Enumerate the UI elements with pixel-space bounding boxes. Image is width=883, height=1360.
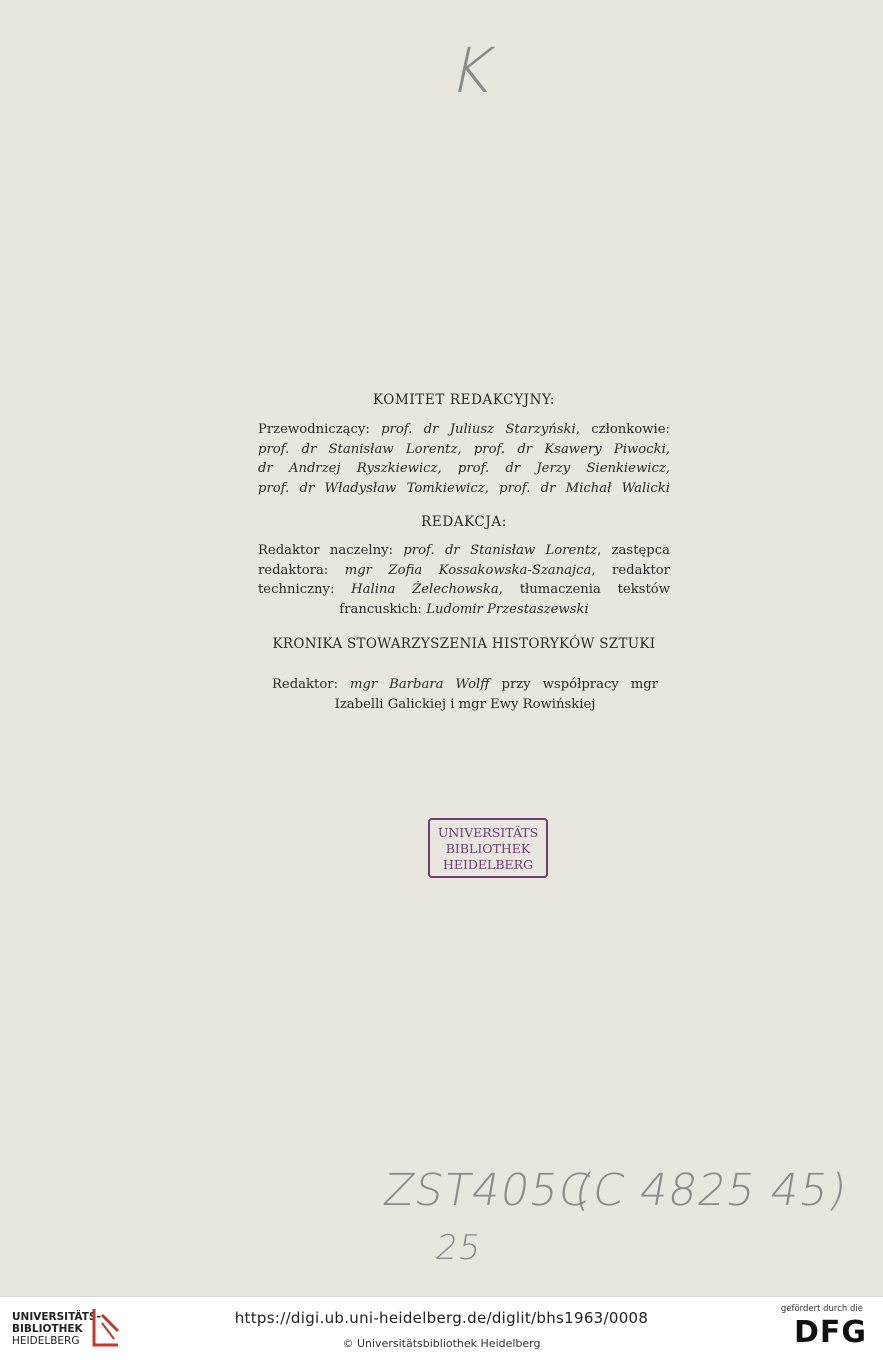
viewer-footer [0,1296,883,1360]
funding-note: gefördert durch die [780,1304,863,1314]
chronicle-heading: KRONIKA STOWARZYSZENIA HISTORYKÓW SZTUKI [272,636,656,652]
handwritten-mark: K [444,34,502,107]
editorial-heading: REDAKCJA: [421,514,507,530]
ub-heidelberg-logo[interactable]: UNIVERSITÄTS- BIBLIOTHEK HEIDELBERG [12,1311,101,1347]
stamp-line: HEIDELBERG [442,857,534,872]
handwritten-shelfmark: ZST405C [379,1165,596,1216]
editorial-line: Redaktor naczelny: prof. dr Stanisław Lorentz, zastępca [258,543,670,558]
committee-line: prof. dr Władysław Tomkiewicz, prof. dr Michał Walicki [258,480,670,496]
editorial-text [258,541,670,619]
committee-line: Przewodniczący: prof. dr Juliusz Starzyński, członkowie: [258,422,670,437]
chronicle-text [272,675,658,714]
committee-line: prof. dr Stanisław Lorentz, prof. dr Ksawery Piwocki, [258,441,670,457]
editorial-line: redaktora: mgr Zofia Kossakowska-Szanajca, redaktor [258,562,670,578]
page-url-link[interactable]: https://digi.ub.uni-heidelberg.de/diglit/bhs1963/0008 [234,1309,649,1327]
handwritten-shelfmark-note: (C 4825 45) [570,1165,852,1216]
chronicle-line: Izabelli Galickiej i mgr Ewy Rowińskiej [334,696,596,712]
library-stamp [428,818,548,878]
chronicle-line: Redaktor: mgr Barbara Wolff przy współpracy mgr [272,677,658,692]
stamp-line: BIBLIOTHEK [445,841,531,856]
committee-heading: KOMITET REDAKCYJNY: [372,392,556,408]
committee-line: dr Andrzej Ryszkiewicz, prof. dr Jerzy Sienkiewicz, [258,461,670,476]
editorial-line: techniczny: Halina Żelechowska, tłumaczenia tekstów [258,582,671,597]
handwritten-volume: 25 [432,1228,485,1268]
committee-text [258,420,670,498]
editorial-line: francuskich: Ludomir Przestaszewski [339,601,589,617]
dfg-logo[interactable]: DFG [793,1315,867,1350]
stamp-line: UNIVERSITÄTS [437,825,539,840]
copyright-text: © Universitätsbibliothek Heidelberg [342,1337,541,1350]
